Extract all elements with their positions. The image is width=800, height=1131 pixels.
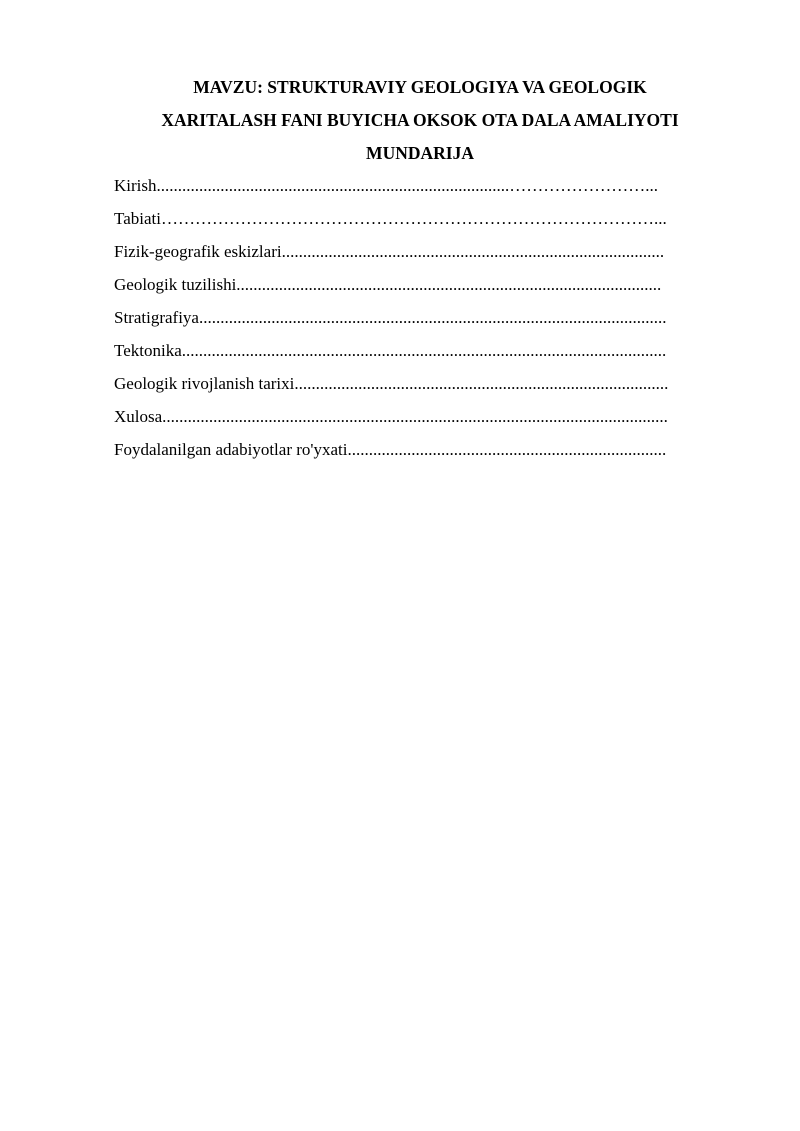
- table-of-contents: [114, 175, 734, 472]
- toc-entry-geologik-tuzilishi: Geologik tuzilishi....................................................................................................: [114, 275, 662, 294]
- toc-entry-xulosa: Xulosa.......................................................................................................................: [114, 407, 668, 426]
- toc-entry-tektonika: Tektonika..................................................................................................................: [114, 341, 667, 360]
- document-title-line-1: MAVZU: STRUKTURAVIY GEOLOGIYA VA GEOLOGIK: [193, 77, 647, 97]
- toc-entry-stratigrafiya: Stratigrafiya..............................................................................................................: [114, 308, 667, 327]
- toc-entry-fizik-geografik: Fizik-geografik eskizlari..........................................................................................: [114, 242, 665, 261]
- toc-entry-adabiyotlar: Foydalanilgan adabiyotlar ro'yxati...........................................................................: [114, 440, 667, 459]
- document-title-line-2: XARITALASH FANI BUYICHA OKSOK OTA DALA AMALIYOTI: [161, 110, 679, 130]
- contents-heading: MUNDARIJA: [366, 143, 474, 163]
- toc-entry-kirish: Kirish...................................................................................……………………...: [114, 176, 658, 195]
- toc-entry-tabiati: Tabiati……………………………………………………………………………...: [114, 209, 667, 228]
- toc-entry-rivojlanish-tarixi: Geologik rivojlanish tarixi........................................................................................: [114, 374, 669, 393]
